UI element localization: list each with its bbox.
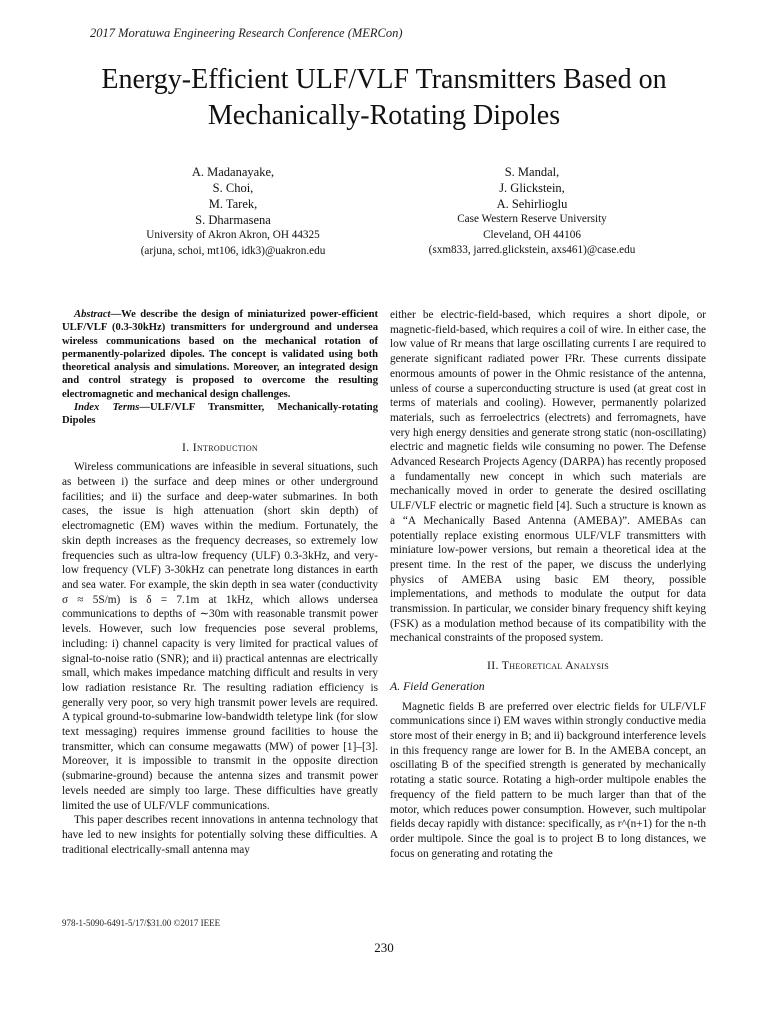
section-heading-introduction: I. Introduction <box>181 439 259 454</box>
index-terms-text: —ULF/VLF Transmitter, Mechanically-rotating Dipoles <box>62 402 378 427</box>
author-name: S. Choi, <box>212 181 254 195</box>
left-column <box>62 308 378 857</box>
index-terms-label: Index Terms <box>74 402 140 414</box>
paragraph: Wireless communications are infeasible in several situations, such as between i) the surface and deep mines or other underground facilities; and ii) the surface and deep-water submarines. In both cases, the issue is high attenuation (short skin depth) of electromagnetic (EM) waves within the medium. Fortunately, the skin depth increases as the frequency decreases, so extremely low frequencies such as ultra-low frequency (ULF) 0.3-3kHz, and very-low frequency (VLF) 3-30kHz can penetrate long distances in earth and sea water. For example, the skin depth in sea water (conductivity σ ≈ 5S/m) is δ = 7.1m at 1kHz, which allows undersea communications to depths of ∼30m with reasonable transmit power levels. However, such low frequencies pose several problems, including: i) channel capacity is very limited for practical values of signal-to-noise ratio (SNR); and ii) practical antennas are electrically small, which makes impedance matching difficult and results in very low radiation resistance Rr. The resulting radiation efficiency is generally very poor, so very high transmit power levels are required. A typical ground-to-submarine low-bandwidth teletype link (for slow text messaging) requires immense ground facilities to house the transmitter, which can consume megawatts (MW) of power [1]–[3]. Moreover, it is impossible to transmit in the opposite direction (submarine-ground) because the antenna sizes and transmit power levels needed are simply too large. These difficulties have greatly limited the use of ULF/VLF communications. <box>62 461 378 812</box>
author-emails: (sxm833, jarred.glickstein, axs461)@case.edu <box>428 244 636 256</box>
author-affiliation-city: Cleveland, OH 44106 <box>483 228 581 241</box>
paragraph: Magnetic fields B are preferred over electric fields for ULF/VLF communications since i) EM waves within strongly conductive media store most of their energy in B; and ii) background interference levels in this frequency range are lower for B. In the AMEBA concept, an oscillating B of the specified strength is generated by mechanically rotating a static source. Rotating a high-order multipole enables the frequency of the field pattern to be much larger than that of the motor, which reduces power consumption. However, such multipolar fields decay rapidly with distance: specifically, as r^(n+1) for the n-th order multipole. Since the goal is to project B to long distances, we focus on generating and rotating the <box>390 700 706 860</box>
author-affiliation: University of Akron Akron, OH 44325 <box>146 229 320 241</box>
abstract-label: Abstract <box>74 309 111 320</box>
author-name: A. Madanayake, <box>191 165 275 179</box>
author-group-case <box>372 164 692 259</box>
author-name: S. Mandal, <box>504 165 560 179</box>
page-number: 230 <box>374 940 394 955</box>
title-line-1: Energy-Efficient ULF/VLF Transmitters Based on <box>101 64 667 95</box>
abstract-text: —We describe the design of miniaturized power-efficient ULF/VLF (0.3-30kHz) transmitters for underground and undersea wireless communications based on the mechanical rotation of permanently-polarized dipoles. The concept is validated using both theoretical analysis and simulations. Moreover, an integrated design and control strategy is proposed to overcome the resulting electromagnetic and mechanical design challenges. <box>62 309 378 400</box>
right-column <box>390 308 706 861</box>
index-terms <box>62 401 378 428</box>
author-emails: (arjuna, schoi, mt106, idk3)@uakron.edu <box>140 244 326 257</box>
section-heading-theoretical-analysis: II. Theoretical Analysis <box>487 658 609 673</box>
copyright-footnote: 978-1-5090-6491-5/17/$31.00 ©2017 IEEE <box>62 918 221 928</box>
author-name: J. Glickstein, <box>499 181 565 195</box>
paragraph: either be electric-field-based, which requires a short dipole, or magnetic-field-based, which requires a coil of wire. In either case, the low value of Rr means that large oscillating currents I are required to generate significant radiated power I²Rr. These currents dissipate enormous amounts of power in the Ohmic resistance of the antenna, unless of course a superconducting structure is used (at great cost in terms of materials and cooling). However, permanently polarized materials, such as ferroelectrics (electrets) and ferromagnets, have very high energy densities and generate strong static (non-oscillating) electric and magnetic fields wile consuming no power. The Defense Advanced Research Projects Agency (DARPA) has recently proposed a fundamentally new concept in which such materials are mechanically moved in order to generate the desired oscillating ULF/VLF electric or magnetic field [4]. Such a structure is known as a “A Mechanically Based Antenna (AMEBA)”. AMEBAs can potentially replace existing enormous ULF/VLF transmitters with miniature low-power versions, but remain a theoretical idea at the present time. In the rest of the paper, we discuss the underlying physics of AMEBA using basic EM theory, possible implementations, and methods to modulate the output for data transmission. In particular, we consider binary frequency shift keying (FSK) as a modulation method because of its compatibility with the mechanical constraints of the proposed system. <box>390 309 706 645</box>
title-line-2: Mechanically-Rotating Dipoles <box>207 100 561 131</box>
paragraph: This paper describes recent innovations in antenna technology that have led to new insights for potentially solving these difficulties. A traditional electrically-small antenna may <box>62 814 378 856</box>
author-name: S. Dharmasena <box>195 213 271 227</box>
paper-title <box>40 62 728 134</box>
conference-header: 2017 Moratuwa Engineering Research Conference (MERCon) <box>90 26 403 40</box>
author-affiliation: Case Western Reserve University <box>457 213 607 225</box>
abstract <box>62 308 378 401</box>
author-group-akron <box>73 164 393 259</box>
author-name: M. Tarek, <box>208 197 258 211</box>
author-name: A. Sehirlioglu <box>496 197 568 211</box>
subsection-heading-field-generation: A. Field Generation <box>390 678 485 693</box>
authors-block <box>0 164 768 264</box>
